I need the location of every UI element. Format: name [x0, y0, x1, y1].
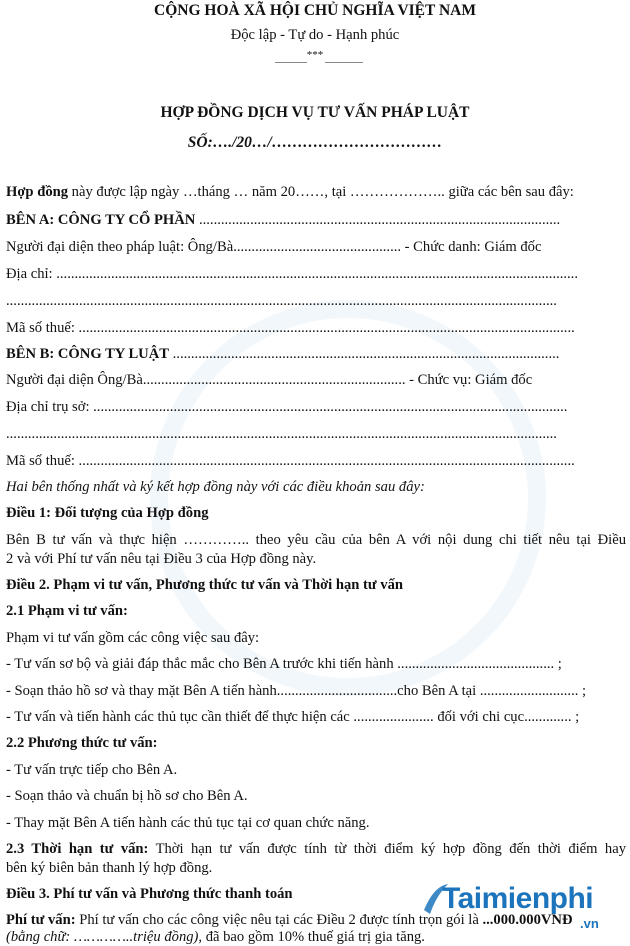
intro-bold: Hợp đồng [6, 184, 69, 200]
s21-item-3: - Tư vấn và tiến hành các thủ tục cần thiết để thực hiện các ...................... đối với chi cục............. ; [6, 709, 580, 725]
s21-item-2: - Soạn thảo hồ sơ và thay mặt Bên A tiến hành.................................cho Bên A tại ........................... ; [6, 683, 587, 699]
logo-brand-text: Taimienphi [442, 882, 594, 915]
article3-heading: Điều 3. Phí tư vấn và Phương thức thanh toán [6, 886, 293, 902]
s21-item-1: - Tư vấn sơ bộ và giải đáp thắc mắc cho Bên A trước khi tiến hành ........................................... ; [6, 656, 562, 672]
s23-line2: bên ký biên bản thanh lý hợp đồng. [6, 860, 213, 876]
s22-item-2: - Soạn thảo và chuẩn bị hồ sơ cho Bên A. [6, 788, 248, 804]
fee-text: Phí tư vấn cho các công việc nêu tại các Điều 2 được tính trọn gói là [75, 912, 483, 928]
s23-heading: 2.3 Thời hạn tư vấn: [6, 841, 149, 857]
fee-words-rest: , đã bao gồm 10% thuế giá trị gia tăng. [198, 929, 425, 945]
party-b-tax: Mã số thuế: ........................................................................................................................................ [6, 453, 575, 469]
party-b-title: BÊN B: CÔNG TY LUẬT [6, 346, 169, 362]
party-a-dots: ................................................................................................... [198, 212, 561, 228]
article1-heading: Điều 1: Đối tượng của Hợp đồng [6, 505, 209, 521]
motto: Độc lập - Tự do - Hạnh phúc [230, 27, 400, 43]
intro-rest: này được lập ngày …tháng … năm 20……, tại ……………….. giữa các bên sau đây: [68, 184, 574, 200]
agreement-line: Hai bên thống nhất và ký kết hợp đồng này với các điều khoản sau đây: [6, 479, 425, 495]
s22-heading: 2.2 Phương thức tư vấn: [6, 735, 158, 751]
s21-heading: 2.1 Phạm vi tư vấn: [6, 603, 128, 619]
fee-label: Phí tư vấn: [6, 912, 76, 928]
contract-title: HỢP ĐỒNG DỊCH VỤ TƯ VẤN PHÁP LUẬT [160, 104, 470, 121]
fee-words: (bằng chữ: …………..triệu đồng) [6, 929, 199, 945]
s23-line1 [6, 840, 626, 858]
party-b-address-cont: ....................................................................................................................................................... [6, 426, 557, 442]
contract-number: SỐ:…./20…/…………………………… [187, 134, 443, 151]
party-a-address-cont: ....................................................................................................................................................... [6, 293, 557, 309]
article2-heading: Điều 2. Phạm vi tư vấn, Phương thức tư vấn và Thời hạn tư vấn [6, 577, 404, 593]
article1-line1: Bên B tư vấn và thực hiện ………….. theo yêu cầu của bên A với nội dung chi tiết nêu tại Điều [6, 532, 626, 548]
party-b-rep: Người đại diện Ông/Bà........................................................................ - Chức vụ: Giám đốc [6, 372, 533, 388]
s22-item-1: - Tư vấn trực tiếp cho Bên A. [6, 762, 178, 778]
s21-intro: Phạm vi tư vấn gồm các công việc sau đây: [6, 630, 260, 646]
s23-rest: Thời hạn tư vấn được tính từ thời điểm ký hợp đồng đến thời điểm hay [148, 841, 626, 857]
party-b-dots: .......................................................................................................... [172, 346, 560, 362]
party-a-title: BÊN A: CÔNG TY CỔ PHẦN [6, 212, 196, 228]
party-a-address: Địa chỉ: ............................................................................................................................................... [6, 266, 578, 282]
party-a-tax: Mã số thuế: ........................................................................................................................................ [6, 320, 575, 336]
fee-amount: ...000.000VNĐ [482, 912, 573, 928]
party-b-heading [6, 345, 626, 363]
stars: *** [306, 49, 324, 61]
nation-header: CỘNG HOÀ XÃ HỘI CHỦ NGHĨA VIỆT NAM [154, 2, 476, 19]
party-a-rep: Người đại diện theo pháp luật: Ông/Bà.............................................. - Chức danh: Giám đốc [6, 239, 542, 255]
article1-line2: 2 và với Phí tư vấn nêu tại Điều 3 của Hợp đồng này. [6, 551, 317, 567]
divider-right [325, 62, 363, 63]
logo-tld-text: .vn [580, 916, 599, 931]
taimienphi-logo [420, 880, 630, 940]
party-a-heading [6, 211, 626, 229]
party-b-address: Địa chỉ trụ sở: .................................................................................................................................. [6, 399, 568, 415]
s22-item-3: - Thay mặt Bên A tiến hành các thủ tục tại cơ quan chức năng. [6, 815, 370, 831]
intro-line [6, 183, 626, 201]
